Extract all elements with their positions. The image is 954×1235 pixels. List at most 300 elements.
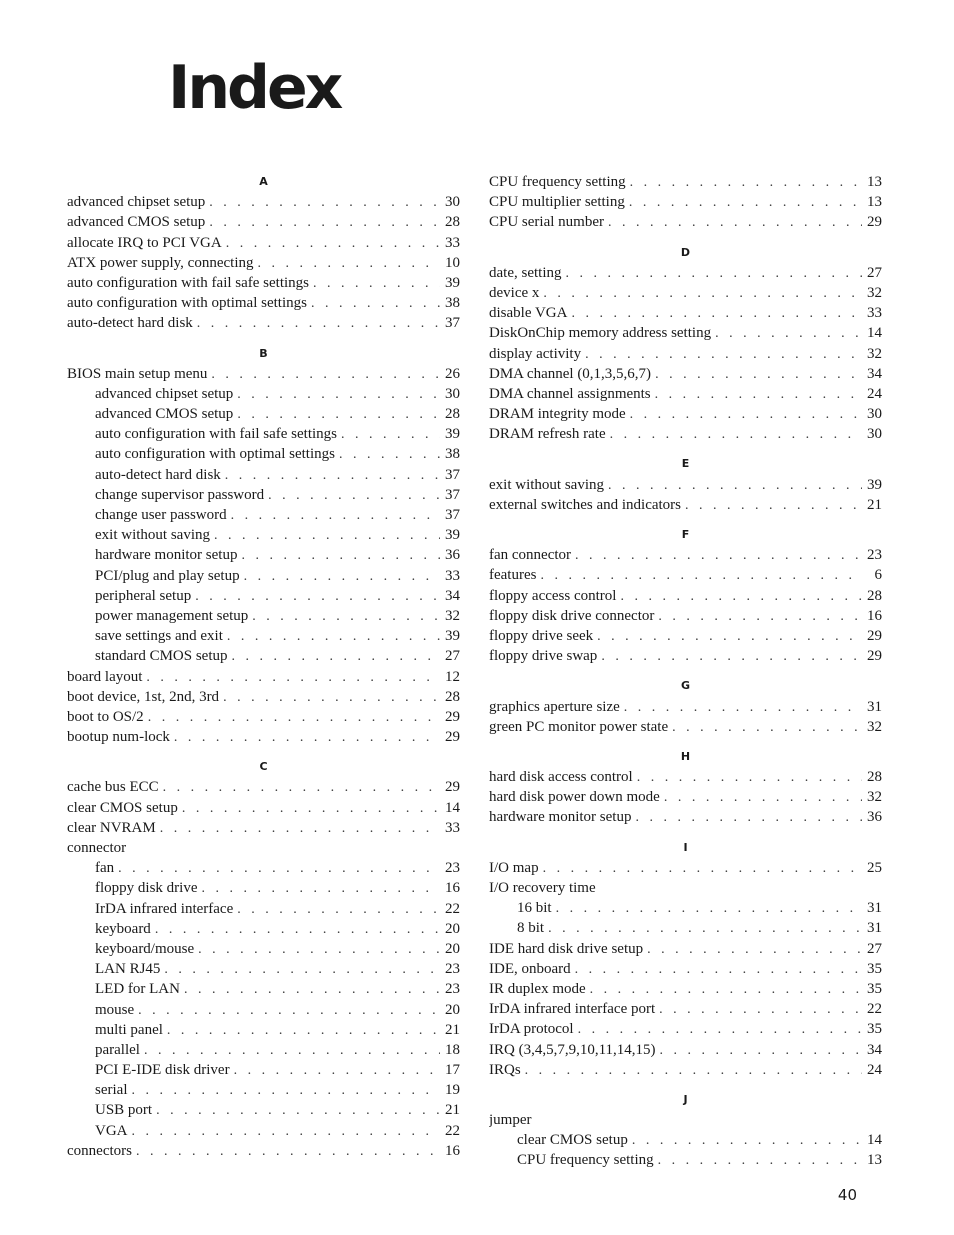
section-spacer <box>489 666 882 676</box>
entry-term: features <box>489 567 537 584</box>
section-spacer <box>489 444 882 454</box>
entry-term: clear CMOS setup <box>67 799 178 816</box>
dot-leader <box>681 496 862 515</box>
dot-leader <box>309 274 440 293</box>
dot-leader <box>128 1122 441 1141</box>
entry-term: advanced chipset setup <box>67 194 206 211</box>
section-letter: A <box>259 175 268 188</box>
entry-page-number: 34 <box>867 1041 882 1058</box>
dot-leader <box>668 718 862 737</box>
entry-term: floppy drive seek <box>489 627 594 644</box>
dot-leader <box>561 264 862 283</box>
entry-page-number: 12 <box>445 668 460 685</box>
dot-leader <box>586 980 862 999</box>
entry-page-number: 23 <box>445 860 460 877</box>
entry-page-number: 39 <box>445 527 460 544</box>
dot-leader <box>205 213 440 232</box>
section-spacer <box>67 747 460 757</box>
entry-term: date, setting <box>489 264 562 281</box>
entry-term: hardware monitor setup <box>95 547 238 564</box>
dot-leader <box>539 859 862 878</box>
entry-page-number: 14 <box>867 1132 882 1149</box>
entry-page-number: 23 <box>867 547 882 564</box>
entry-page-number: 37 <box>445 486 460 503</box>
entry-term: IR duplex mode <box>489 980 586 997</box>
entry-page-number: 20 <box>445 940 460 957</box>
index-entry <box>67 727 460 747</box>
entry-term: IrDA protocol <box>489 1021 574 1038</box>
entry-page-number: 23 <box>445 981 460 998</box>
page-title: Index <box>168 53 341 123</box>
index-subentry <box>67 586 460 606</box>
entry-term: power management setup <box>95 607 249 624</box>
dot-leader <box>631 808 862 827</box>
index-entry <box>489 263 882 283</box>
entry-term: IrDA infrared interface port <box>489 1001 656 1018</box>
entry-page-number: 14 <box>867 325 882 342</box>
section-spacer <box>67 334 460 344</box>
index-entry <box>489 384 882 404</box>
index-entry <box>67 1141 460 1161</box>
entry-page-number: 32 <box>867 789 882 806</box>
entry-page-number: 31 <box>867 900 882 917</box>
entry-term: boot device, 1st, 2nd, 3rd <box>67 688 220 705</box>
index-entry <box>489 979 882 999</box>
dot-leader <box>536 566 862 585</box>
dot-leader <box>163 1021 440 1040</box>
entry-page-number: 28 <box>445 406 460 423</box>
entry-page-number: 36 <box>445 547 460 564</box>
entry-term: 16 bit <box>517 900 552 917</box>
entry-page-number: 28 <box>867 587 882 604</box>
entry-term: device x <box>489 284 540 301</box>
dot-leader <box>221 466 440 485</box>
section-spacer <box>489 233 882 243</box>
entry-term: bootup num-lock <box>67 729 170 746</box>
entry-page-number: 29 <box>445 779 460 796</box>
dot-leader <box>651 385 862 404</box>
index-entry <box>489 878 882 898</box>
dot-leader <box>307 294 440 313</box>
entry-term: floppy disk drive connector <box>489 607 655 624</box>
entry-page-number: 30 <box>445 194 460 211</box>
index-entry <box>67 273 460 293</box>
index-entry <box>67 364 460 384</box>
index-entry <box>489 626 882 646</box>
entry-page-number: 29 <box>867 214 882 231</box>
dot-leader <box>194 940 440 959</box>
dot-leader <box>142 668 440 687</box>
entry-page-number: 33 <box>445 234 460 251</box>
entry-term: change user password <box>95 507 227 523</box>
index-subentry <box>67 919 460 939</box>
entry-term: save settings and exit <box>95 628 223 645</box>
entry-page-number: 20 <box>445 1001 460 1018</box>
dot-leader <box>521 1061 862 1080</box>
entry-term: hard disk access control <box>489 769 633 786</box>
entry-page-number: 22 <box>445 900 460 917</box>
entry-page-number: 21 <box>445 1021 460 1038</box>
dot-leader <box>237 546 440 565</box>
entry-page-number: 33 <box>445 819 460 836</box>
entry-page-number: 21 <box>867 496 882 513</box>
dot-leader <box>114 859 440 878</box>
entry-page-number: 38 <box>445 295 460 312</box>
entry-page-number: 22 <box>445 1122 460 1139</box>
dot-leader <box>240 567 440 586</box>
index-subentry <box>67 1121 460 1141</box>
entry-page-number: 25 <box>867 859 882 876</box>
entry-page-number: 22 <box>867 1001 882 1018</box>
dot-leader <box>571 546 862 565</box>
entry-term: hardware monitor setup <box>489 809 632 826</box>
dot-leader <box>159 778 440 797</box>
entry-page-number: 29 <box>867 627 882 644</box>
dot-leader <box>654 1151 862 1170</box>
entry-page-number: 35 <box>867 1021 882 1038</box>
index-entry <box>489 999 882 1019</box>
entry-term: display activity <box>489 345 582 362</box>
entry-page-number: 37 <box>445 507 460 523</box>
dot-leader <box>207 365 440 384</box>
entry-term: connectors <box>67 1142 132 1159</box>
entry-term: I/O map <box>489 859 539 876</box>
entry-page-number: 32 <box>867 284 882 301</box>
index-subentry <box>489 898 882 918</box>
dot-leader <box>711 324 862 343</box>
index-subentry <box>67 959 460 979</box>
index-entry <box>489 364 882 384</box>
dot-leader <box>604 213 862 232</box>
index-entry <box>67 687 460 707</box>
entry-term: PCI/plug and play setup <box>95 567 240 584</box>
dot-leader <box>151 920 440 939</box>
entry-term: DMA channel (0,1,3,5,6,7) <box>489 365 652 382</box>
entry-term: serial <box>95 1082 128 1099</box>
entry-page-number: 24 <box>867 1061 882 1078</box>
index-entry <box>489 172 882 192</box>
index-column-left <box>67 172 460 1161</box>
dot-leader <box>180 980 440 999</box>
index-subentry <box>489 1150 882 1170</box>
index-entry <box>489 1019 882 1039</box>
entry-term: advanced CMOS setup <box>67 214 206 231</box>
entry-term: jumper <box>489 1112 532 1129</box>
index-subentry <box>67 646 460 666</box>
dot-leader <box>160 960 440 979</box>
dot-leader <box>193 314 440 333</box>
index-subentry <box>67 505 460 525</box>
dot-leader <box>606 425 862 444</box>
dot-leader <box>230 1061 440 1080</box>
index-entry <box>489 1060 882 1080</box>
entry-term: auto configuration with fail safe settings <box>95 426 338 443</box>
dot-leader <box>233 405 440 424</box>
dot-leader <box>248 607 440 626</box>
dot-leader <box>178 799 440 818</box>
entry-term: DiskOnChip memory address setting <box>489 325 712 342</box>
entry-page-number: 28 <box>445 688 460 705</box>
dot-leader <box>233 385 440 404</box>
entry-term: IRQ (3,4,5,7,9,10,11,14,15) <box>489 1041 656 1058</box>
dot-leader <box>581 345 862 364</box>
index-entry <box>67 667 460 687</box>
entry-term: IRQs <box>489 1061 521 1078</box>
index-entry <box>67 253 460 273</box>
dot-leader <box>552 899 862 918</box>
entry-page-number: 37 <box>445 315 460 332</box>
entry-page-number: 33 <box>867 305 882 322</box>
entry-term: external switches and indicators <box>489 496 682 513</box>
index-entry <box>67 313 460 333</box>
index-entry <box>67 818 460 838</box>
dot-leader <box>144 708 440 727</box>
entry-page-number: 23 <box>445 961 460 978</box>
entry-page-number: 6 <box>874 567 882 584</box>
index-subentry <box>67 858 460 878</box>
entry-page-number: 39 <box>445 426 460 443</box>
entry-term: green PC monitor power state <box>489 718 669 735</box>
dot-leader <box>626 405 862 424</box>
index-subentry <box>67 566 460 586</box>
entry-page-number: 39 <box>445 628 460 645</box>
index-subentry <box>67 1040 460 1060</box>
entry-page-number: 38 <box>445 446 460 463</box>
section-spacer <box>489 828 882 838</box>
index-subentry <box>489 1130 882 1150</box>
dot-leader <box>571 960 862 979</box>
index-entry <box>489 939 882 959</box>
entry-term: DRAM integrity mode <box>489 406 626 423</box>
dot-leader <box>205 193 440 212</box>
dot-leader <box>152 1101 440 1120</box>
entry-page-number: 35 <box>867 960 882 977</box>
entry-term: ATX power supply, connecting <box>67 254 254 271</box>
index-entry <box>489 646 882 666</box>
entry-page-number: 30 <box>867 406 882 423</box>
entry-page-number: 39 <box>867 476 882 493</box>
index-subentry <box>67 424 460 444</box>
dot-leader <box>335 445 440 464</box>
index-subentry <box>489 918 882 938</box>
page-number: 40 <box>837 1186 857 1204</box>
entry-term: VGA <box>95 1122 128 1139</box>
entry-term: clear NVRAM <box>67 819 156 836</box>
index-entry <box>489 807 882 827</box>
index-subentry <box>67 1080 460 1100</box>
entry-term: IrDA infrared interface <box>95 900 234 917</box>
dot-leader <box>191 587 440 606</box>
entry-page-number: 39 <box>445 274 460 291</box>
index-subentry <box>67 626 460 646</box>
entry-term: IDE hard disk drive setup <box>489 940 644 957</box>
index-entry <box>67 293 460 313</box>
entry-term: auto configuration with optimal settings <box>67 295 307 312</box>
dot-leader <box>567 304 862 323</box>
dot-leader <box>597 647 862 666</box>
index-entry <box>489 717 882 737</box>
entry-term: auto-detect hard disk <box>95 466 221 483</box>
entry-page-number: 29 <box>867 648 882 665</box>
index-entry <box>489 586 882 606</box>
index-subentry <box>67 465 460 485</box>
entry-term: floppy drive swap <box>489 648 598 665</box>
index-entry <box>67 192 460 212</box>
index-entry <box>489 1040 882 1060</box>
entry-term: peripheral setup <box>95 587 192 604</box>
entry-term: disable VGA <box>489 305 568 322</box>
dot-leader <box>651 365 862 384</box>
index-entry <box>67 707 460 727</box>
index-entry <box>489 475 882 495</box>
index-entry <box>489 858 882 878</box>
entry-term: floppy disk drive <box>95 880 198 897</box>
entry-term: auto-detect hard disk <box>67 315 193 332</box>
entry-term: exit without saving <box>95 527 210 544</box>
entry-page-number: 31 <box>867 698 882 715</box>
entry-term: hard disk power down mode <box>489 789 660 806</box>
entry-term: exit without saving <box>489 476 604 493</box>
dot-leader <box>170 728 440 747</box>
entry-page-number: 27 <box>445 648 460 665</box>
dot-leader <box>210 526 440 545</box>
dot-leader <box>134 1001 440 1020</box>
index-subentry <box>67 1100 460 1120</box>
index-entry <box>489 959 882 979</box>
index-subentry <box>67 878 460 898</box>
entry-term: auto configuration with optimal settings <box>95 446 335 463</box>
entry-page-number: 27 <box>867 264 882 281</box>
entry-term: DRAM refresh rate <box>489 426 606 443</box>
index-entry <box>489 787 882 807</box>
entry-term: keyboard/mouse <box>95 940 195 957</box>
index-entry <box>489 283 882 303</box>
entry-page-number: 29 <box>445 729 460 746</box>
entry-term: BIOS main setup menu <box>67 365 208 382</box>
dot-leader <box>574 1020 862 1039</box>
dot-leader <box>228 647 441 666</box>
section-letter: H <box>680 749 691 763</box>
entry-term: fan connector <box>489 547 572 564</box>
entry-term: IDE, onboard <box>489 960 571 977</box>
entry-term: LAN RJ45 <box>95 961 161 978</box>
entry-term: I/O recovery time <box>489 880 596 896</box>
dot-leader <box>539 284 862 303</box>
index-entry <box>489 697 882 717</box>
index-entry <box>489 606 882 626</box>
index-entry <box>489 192 882 212</box>
entry-term: LED for LAN <box>95 981 180 998</box>
index-subentry <box>67 606 460 626</box>
entry-page-number: 29 <box>445 708 460 725</box>
entry-page-number: 16 <box>867 607 882 624</box>
dot-leader <box>660 788 862 807</box>
index-entry <box>489 344 882 364</box>
section-letter: J <box>683 1092 688 1106</box>
entry-page-number: 28 <box>445 214 460 231</box>
entry-term: CPU frequency setting <box>489 174 626 190</box>
index-entry <box>489 212 882 232</box>
entry-page-number: 10 <box>445 254 460 271</box>
dot-leader <box>626 173 862 192</box>
index-entry <box>67 777 460 797</box>
entry-term: mouse <box>95 1001 135 1018</box>
entry-page-number: 36 <box>867 809 882 826</box>
entry-term: cache bus ECC <box>67 779 159 796</box>
index-entry <box>489 1110 882 1130</box>
section-letter: C <box>259 760 268 774</box>
dot-leader <box>643 940 862 959</box>
entry-term: multi panel <box>95 1021 163 1038</box>
dot-leader <box>127 1081 440 1100</box>
section-spacer <box>489 1080 882 1090</box>
entry-page-number: 18 <box>445 1041 460 1058</box>
index-subentry <box>67 545 460 565</box>
entry-term: board layout <box>67 668 143 685</box>
index-subentry <box>67 899 460 919</box>
dot-leader <box>198 879 441 898</box>
entry-term: CPU serial number <box>489 214 604 231</box>
index-subentry <box>67 525 460 545</box>
entry-page-number: 13 <box>867 194 882 211</box>
entry-term: standard CMOS setup <box>95 648 228 665</box>
entry-page-number: 27 <box>867 940 882 957</box>
section-letter: I <box>683 840 688 854</box>
entry-page-number: 31 <box>867 920 882 937</box>
entry-term: advanced CMOS setup <box>95 406 234 423</box>
index-entry <box>489 303 882 323</box>
entry-page-number: 13 <box>867 174 882 190</box>
entry-term: 8 bit <box>517 920 545 937</box>
entry-page-number: 20 <box>445 920 460 937</box>
entry-term: PCI E-IDE disk driver <box>95 1062 230 1079</box>
index-column-right <box>489 172 882 1171</box>
section-letter: B <box>259 346 268 360</box>
section-spacer <box>489 515 882 525</box>
entry-page-number: 33 <box>445 567 460 584</box>
section-spacer <box>489 737 882 747</box>
entry-term: auto configuration with fail safe settings <box>67 274 310 291</box>
index-subentry <box>67 1060 460 1080</box>
index-entry <box>489 495 882 515</box>
dot-leader <box>254 254 441 273</box>
entry-term: boot to OS/2 <box>67 708 144 725</box>
dot-leader <box>156 819 440 838</box>
entry-page-number: 30 <box>445 385 460 402</box>
section-letter: D <box>680 245 691 259</box>
dot-leader <box>620 698 862 717</box>
index-subentry <box>67 384 460 404</box>
entry-term: advanced chipset setup <box>95 385 234 402</box>
entry-page-number: 16 <box>445 1142 460 1159</box>
index-subentry <box>67 939 460 959</box>
index-subentry <box>67 1020 460 1040</box>
dot-leader <box>604 476 862 495</box>
index-subentry <box>67 444 460 464</box>
entry-page-number: 30 <box>867 426 882 443</box>
index-entry <box>489 323 882 343</box>
entry-page-number: 32 <box>867 718 882 735</box>
entry-term: allocate IRQ to PCI VGA <box>67 234 222 251</box>
section-letter: G <box>680 679 691 693</box>
entry-page-number: 32 <box>867 345 882 362</box>
dot-leader <box>625 193 862 212</box>
dot-leader <box>132 1142 440 1161</box>
index-subentry <box>67 979 460 999</box>
entry-term: parallel <box>95 1041 140 1058</box>
dot-leader <box>616 587 862 606</box>
entry-page-number: 34 <box>867 365 882 382</box>
